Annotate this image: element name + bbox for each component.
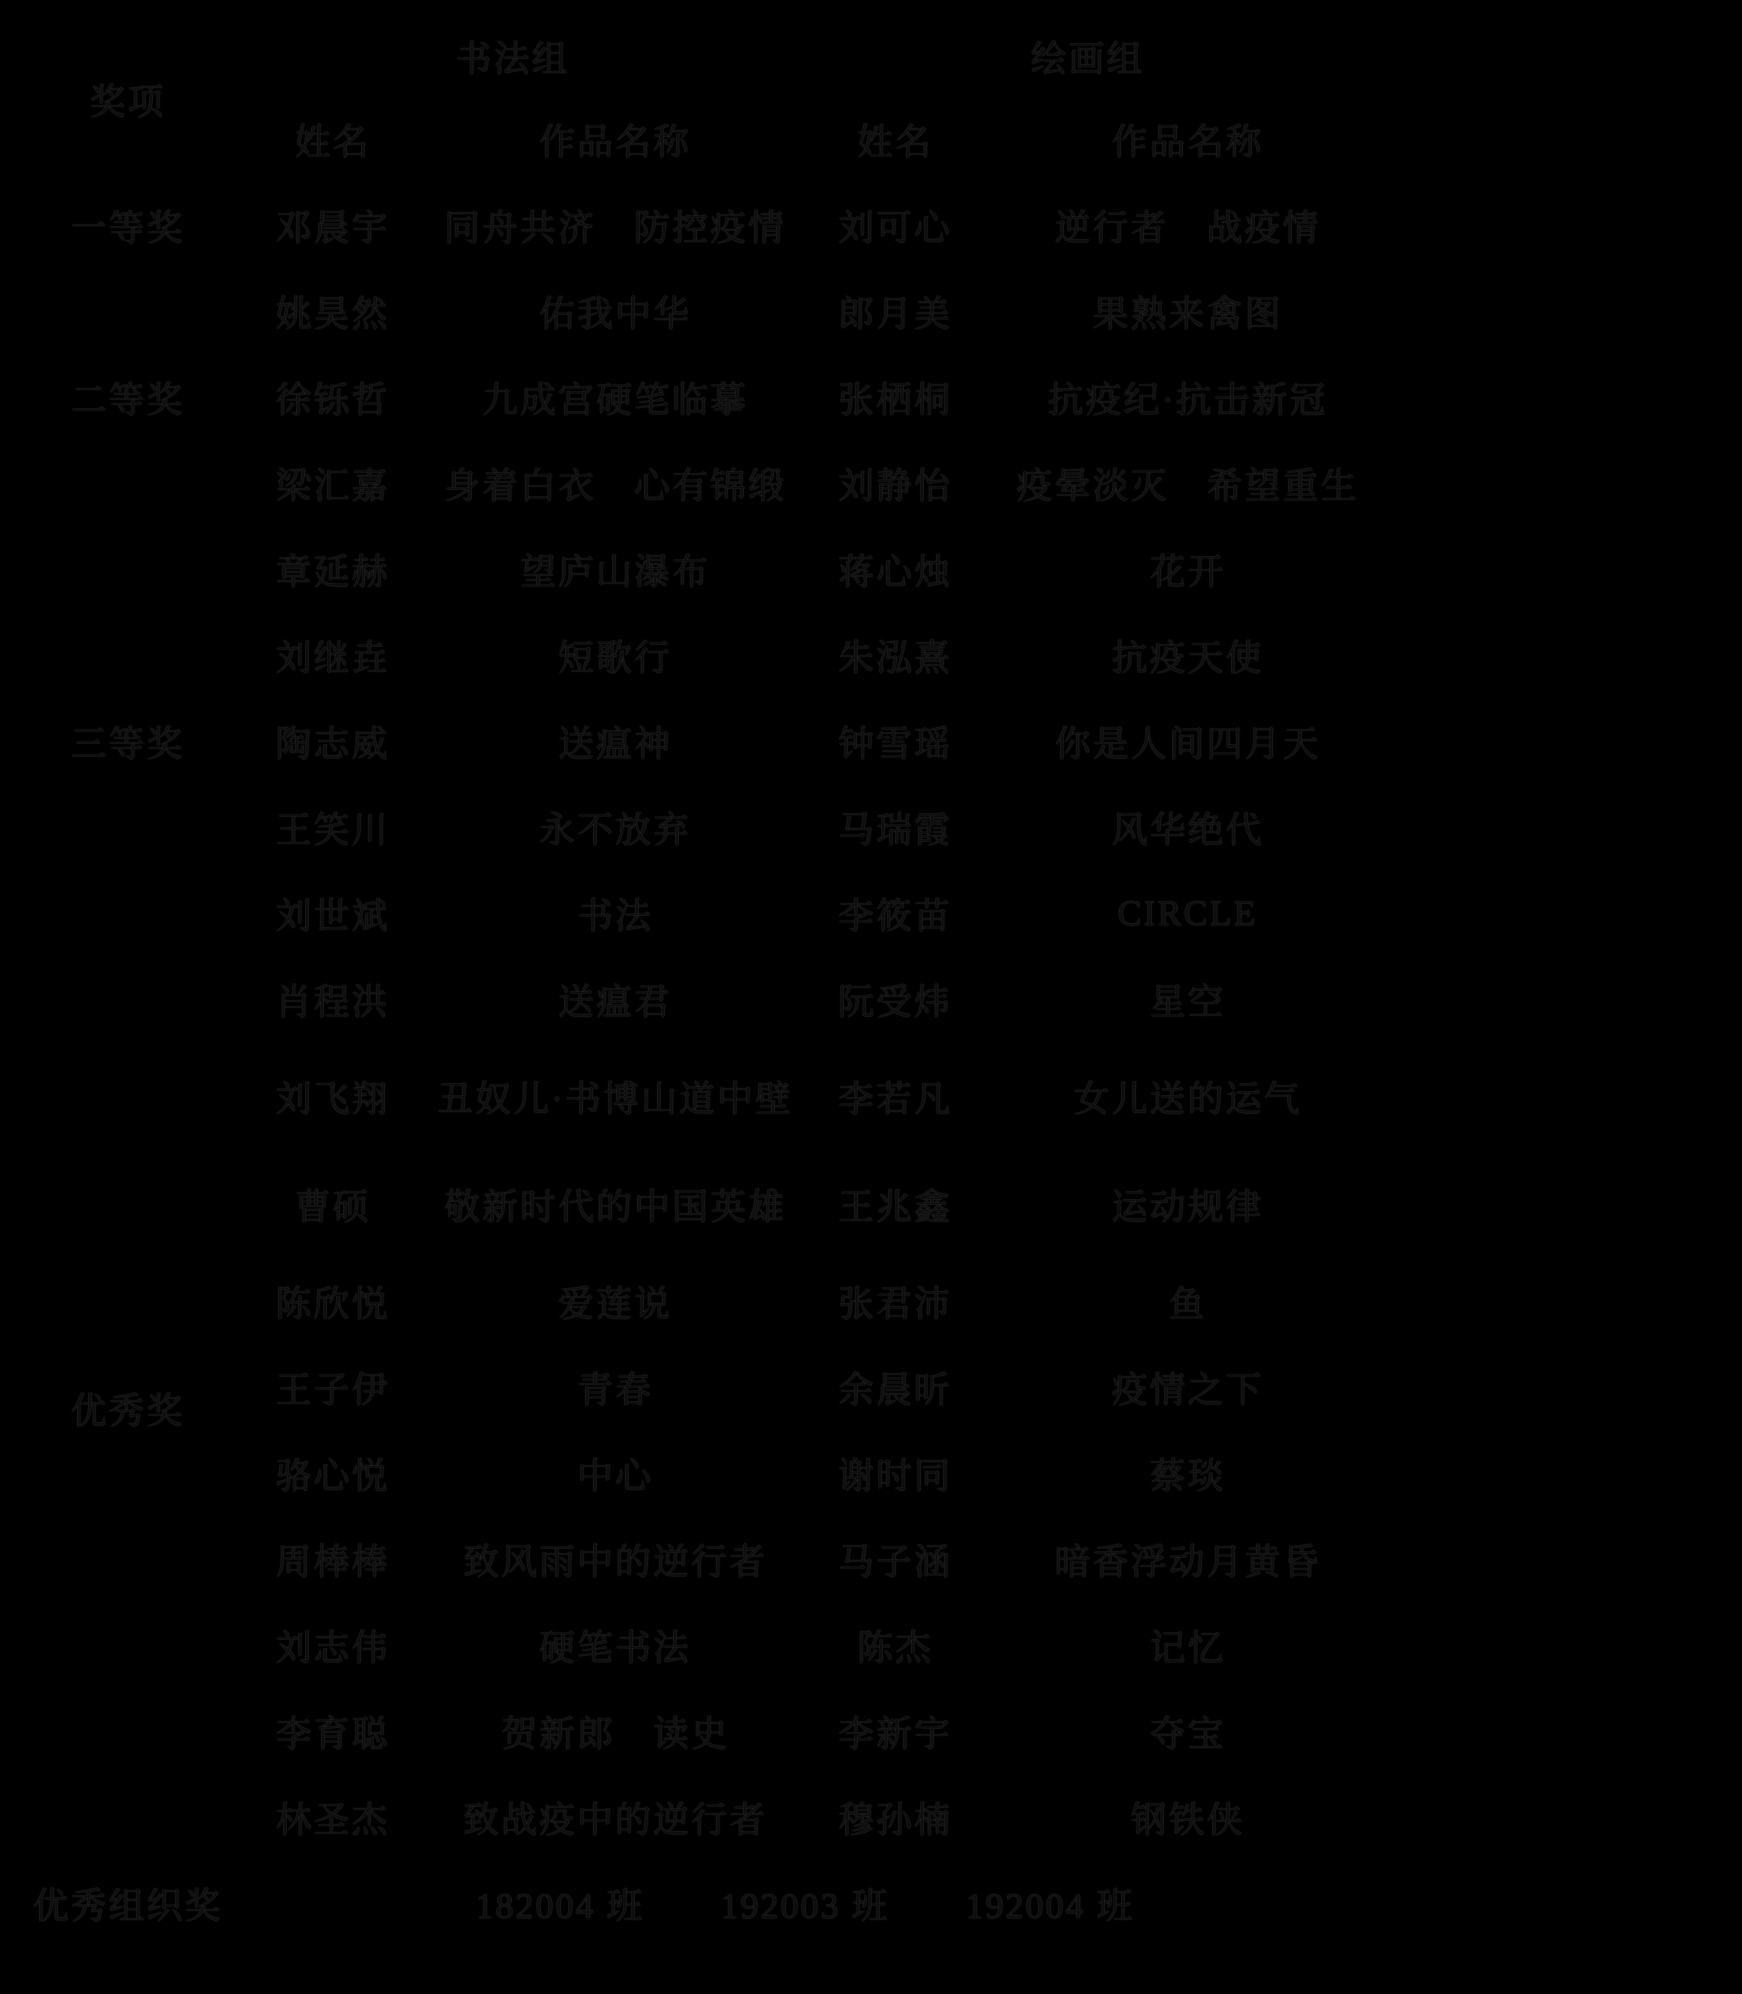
name-cell: 刘静怡 [838,465,953,506]
award-results-table [25,16,1380,1946]
work-cell: 你是人间四月天 [1054,723,1321,764]
table-row [25,268,1380,354]
work-cell: 致战疫中的逆行者 [463,1799,768,1840]
work-cell: 夺宝 [1149,1713,1226,1754]
name-cell: 余晨昕 [838,1369,953,1410]
name-cell: 肖程洪 [275,981,390,1022]
work-cell: 抗疫纪·抗击新冠 [1047,379,1328,420]
name-cell: 谢时同 [838,1455,953,1496]
name-cell: 穆孙楠 [838,1799,953,1840]
name-cell: 李育聪 [275,1713,390,1754]
name-cell: 蒋心烛 [838,551,953,592]
name-cell: 王子伊 [275,1369,390,1410]
table-row [25,182,1380,268]
org-award-row [25,1860,1380,1946]
painting-name-header: 姓名 [857,121,934,162]
table-row [25,956,1380,1042]
name-cell: 陈欣悦 [275,1283,390,1324]
work-cell: 爱莲说 [558,1283,673,1324]
work-cell: CIRCLE [1117,893,1258,933]
name-cell: 曹硕 [294,1186,371,1227]
work-cell: 女儿送的运气 [1073,1078,1302,1119]
work-cell: 致风雨中的逆行者 [463,1541,768,1582]
calligraphy-work-header: 作品名称 [539,121,692,162]
award-cell-first: 一等奖 [70,207,185,248]
work-cell: 逆行者 战疫情 [1054,207,1321,248]
work-cell: 星空 [1149,981,1226,1022]
work-cell: 永不放弃 [539,809,692,850]
name-cell: 骆心悦 [275,1455,390,1496]
calligraphy-group-header: 书法组 [455,38,570,79]
name-cell: 王兆鑫 [838,1186,953,1227]
work-cell: 风华绝代 [1111,809,1264,850]
name-cell: 阮受炜 [838,981,953,1022]
header-row-groups [25,16,1380,96]
work-cell: 钢铁侠 [1130,1799,1245,1840]
name-cell: 梁汇嘉 [275,465,390,506]
work-cell: 送瘟君 [558,981,673,1022]
work-cell: 贺新郎 读史 [501,1713,730,1754]
name-cell: 徐铄哲 [275,379,390,420]
work-cell: 花开 [1149,551,1226,592]
work-cell: 敬新时代的中国英雄 [444,1186,787,1227]
award-column-header: 奖项 [89,81,166,122]
name-cell: 林圣杰 [275,1799,390,1840]
name-cell: 刘飞翔 [275,1078,390,1119]
work-cell: 书法 [577,895,654,936]
work-cell: 疫晕淡灭 希望重生 [1016,465,1359,506]
work-cell: 果熟来禽图 [1092,293,1283,334]
name-cell: 刘世斌 [275,895,390,936]
painting-work-header: 作品名称 [1111,121,1264,162]
work-cell: 同舟共济 防控疫情 [444,207,787,248]
award-cell-third: 三等奖 [70,723,185,764]
name-cell: 姚昊然 [275,293,390,334]
work-cell: 蔡琰 [1149,1455,1226,1496]
calligraphy-name-header: 姓名 [294,121,371,162]
name-cell: 周棒棒 [275,1541,390,1582]
award-cell-excellent: 优秀奖 [70,1390,185,1431]
name-cell: 陶志威 [275,723,390,764]
work-cell: 暗香浮动月黄昏 [1054,1541,1321,1582]
name-cell: 李新宇 [838,1713,953,1754]
name-cell: 刘继垚 [275,637,390,678]
table-row [25,526,1380,612]
work-cell: 青春 [577,1369,654,1410]
work-cell: 望庐山瀑布 [520,551,711,592]
work-cell: 鱼 [1168,1283,1207,1324]
work-cell: 短歌行 [558,637,673,678]
name-cell: 李筱苗 [838,895,953,936]
award-cell-organization: 优秀组织奖 [32,1885,223,1926]
name-cell: 刘可心 [838,207,953,248]
work-cell: 疫情之下 [1111,1369,1264,1410]
name-cell: 刘志伟 [275,1627,390,1668]
work-cell: 记忆 [1149,1627,1226,1668]
work-cell: 硬笔书法 [539,1627,692,1668]
name-cell: 王笑川 [275,809,390,850]
work-cell: 丑奴儿·书博山道中壁 [437,1078,793,1119]
work-cell: 九成宫硬笔临摹 [482,379,749,420]
work-cell: 运动规律 [1111,1186,1264,1227]
work-cell: 身着白衣 心有锦缎 [444,465,787,506]
org-award-classes: 182004 班 192003 班 192004 班 [475,1885,1135,1926]
name-cell: 张君沛 [838,1283,953,1324]
work-cell: 送瘟神 [558,723,673,764]
award-cell-second: 二等奖 [70,379,185,420]
name-cell: 马子涵 [838,1541,953,1582]
name-cell: 张栖桐 [838,379,953,420]
painting-group-header: 绘画组 [1030,38,1145,79]
name-cell: 朱泓熹 [838,637,953,678]
name-cell: 章延赫 [275,551,390,592]
work-cell: 抗疫天使 [1111,637,1264,678]
name-cell: 李若凡 [838,1078,953,1119]
name-cell: 马瑞霞 [838,809,953,850]
name-cell: 陈杰 [857,1627,934,1668]
name-cell: 郎月美 [838,293,953,334]
work-cell: 中心 [577,1455,654,1496]
work-cell: 佑我中华 [539,293,692,334]
name-cell: 邓晨宇 [275,207,390,248]
name-cell: 钟雪瑶 [838,723,953,764]
